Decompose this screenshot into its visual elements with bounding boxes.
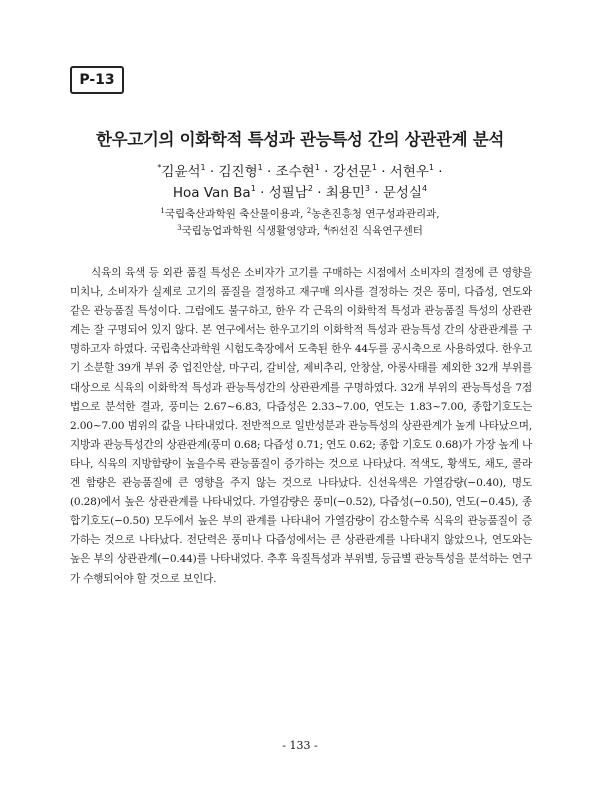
author-name: 문성실$^4$ (382, 184, 428, 201)
session-code: P-13 (79, 72, 115, 88)
author-separator: · (262, 164, 276, 180)
affiliation-item: $^4$㈜선진 식육연구센터 (323, 224, 423, 237)
session-code-badge (70, 66, 124, 94)
author-name: Hoa Van Ba$^1$ (172, 184, 256, 201)
affiliation-item: $^3$국립농업과학원 식생활영양과, (177, 224, 324, 237)
author-name: 강선문$^1$ (332, 163, 377, 180)
author-name: 조수현$^1$ (275, 163, 320, 180)
author-list (150, 162, 450, 204)
affiliation-item: $^1$국립축산과학원 축산물이용과, (160, 207, 307, 220)
affiliation-list (120, 206, 480, 240)
affiliation-item: $^2$농촌진흥청 연구성과관리과, (306, 207, 440, 220)
author-separator: · (255, 185, 269, 201)
author-name: 최용민$^3$ (325, 184, 370, 201)
author-name: 서현우$^1$ (389, 163, 434, 180)
page-number: - 133 - (282, 739, 318, 752)
author-separator: · (370, 185, 383, 201)
author-separator: · (376, 164, 390, 180)
author-name: 김진형$^1$ (218, 163, 263, 180)
author-name: *김윤석$^1$ (157, 163, 206, 180)
author-separator: · (205, 164, 219, 180)
abstract-body: 식육의 육색 등 외관 품질 특성은 소비자가 고기를 구매하는 시점에서 소비자의 결정에 큰 영향을 미치나, 소비자가 실제로 고기의 품질을 결정하고 재구매 의사를 결정하는 것은 풍미, 다즙성, 연도와 같은 관능품질 특성이다. 그럼에도 불구하고, 한우 각 근육의 이화학적 특성과 관능품질 특성의 상관관계는 잘 구명되어 있지 않다. 본 연구에서는 한우고기의 이화학적 특성과 관능특성 간의 상관관계를 구명하고자 하였다. 국립축산과학원 시험도축장에서 도축된 한우 44두를 공시축으로 사용하였다. 한우고기 소분할 39개 부위 중 업진안살, 마구리, 갈비살, 제비추리, 안창살, 아롱사태를 제외한 32개 부위를 대상으로 식육의 이화학적 특성과 관능특성간의 상관관계를 구명하였다. 32개 부위의 관능특성을 7점법으로 분석한 결과, 풍미는 2.67~6.83, 다즙성은 2.33~7.00, 연도는 1.83~7.00, 종합기호도는 2.00~7.00 범위의 값을 나타내었다. 전반적으로 일반성분과 관능특성의 상관관계가 높게 나타났으며, 지방과 관능특성간의 상관관계(풍미 0.68; 다즙성 0.71; 연도 0.62; 종합 기호도 0.68)가 가장 높게 나타나, 식육의 지방함량이 높을수록 관능품질이 증가하는 것으로 나타났다. 적색도, 황색도, 채도, 콜라겐 함량은 관능품질에 큰 영향을 주지 않는 것으로 나타났다. 신선육색은 가열감량(−0.40), 명도(0.28)에서 높은 상관관계를 나타내었다. 가열감량은 풍미(−0.52), 다즙성(−0.50), 연도(−0.45), 종합기호도(−0.50) 모두에서 높은 부의 관계를 나타내어 가열감량이 감소할수록 식육의 관능품질이 증가하는 것으로 나타났다. 전단력은 풍미나 다즙성에서는 큰 상관관계를 나타내지 않았으나, 연도와는 높은 부의 상관관계(−0.44)를 나타내었다. 추후 육질특성과 부위별, 등급별 관능특성을 분석하는 연구가 수행되어야 할 것으로 보인다. (70, 267, 532, 585)
author-separator: · (319, 164, 333, 180)
author-separator: · (312, 185, 326, 201)
author-separator: · (434, 164, 443, 180)
paper-title: 한우고기의 이화학적 특성과 관능특성 간의 상관관계 분석 (95, 130, 504, 149)
author-name: 성필남$^2$ (268, 184, 313, 201)
